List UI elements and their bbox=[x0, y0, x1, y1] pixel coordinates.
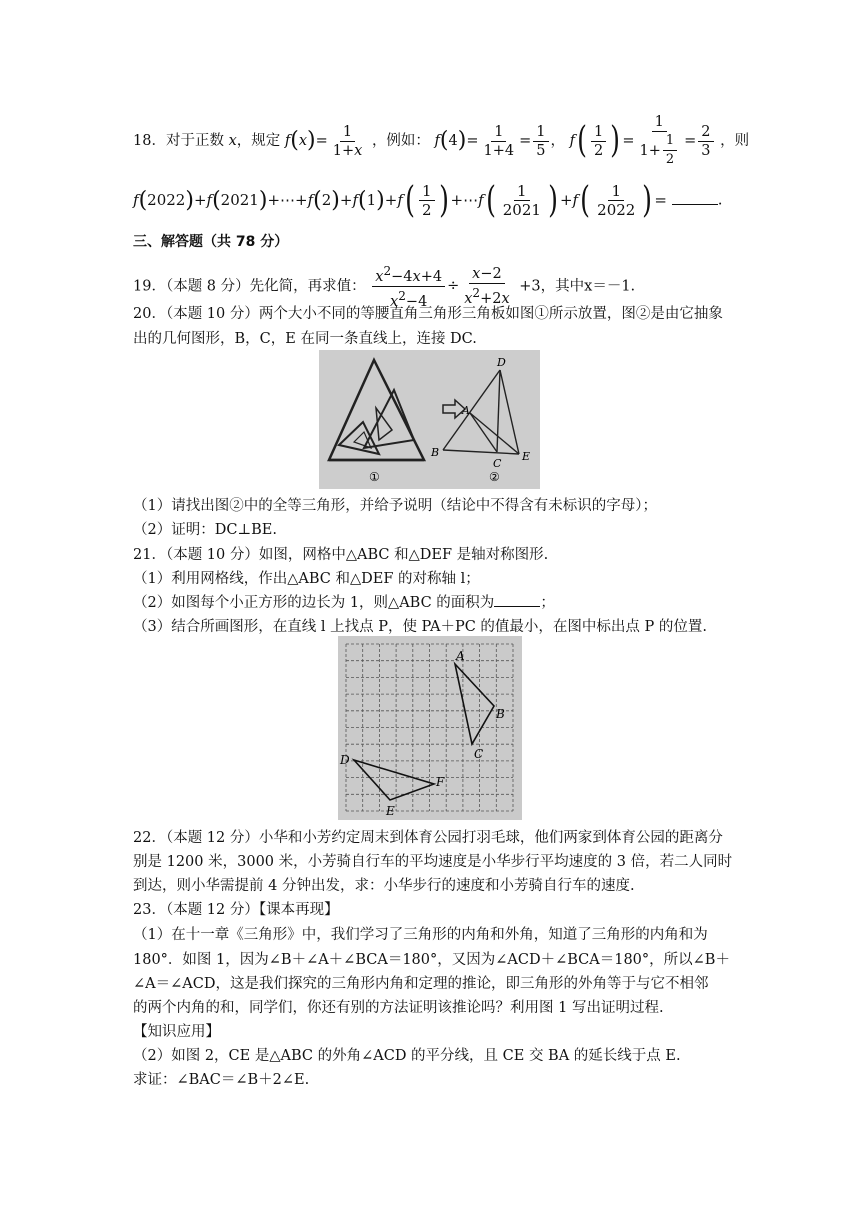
q23-line3: 180°．如图 1，因为∠B＋∠A＋∠BCA＝180°，又因为∠ACD＋∠BCA＝180°，所以∠B＋ bbox=[133, 952, 730, 968]
q20-line2: 出的几何图形，B，C，E 在同一条直线上，连接 DC. bbox=[133, 331, 477, 347]
q21-sub3: （3）结合所画图形，在直线 l 上找点 P，使 PA＋PC 的值最小，在图中标出点 P 的位置. bbox=[133, 619, 707, 635]
q19-expression: $\frac{x^2-4x+4}{x^2-4}$ ÷ $\frac{x-2}{x^2+2x}$ bbox=[370, 278, 519, 294]
q22-line2: 别是 1200 米，3000 米，小芳骑自行车的平均速度是小华步行平均速度的 3 倍，若二人同时 bbox=[133, 854, 733, 870]
q23-line6: 【知识应用】 bbox=[133, 1024, 220, 1040]
q18-line1 bbox=[133, 113, 749, 169]
q19-plus: +3，其中 bbox=[519, 278, 585, 295]
q18-text3: ，则 bbox=[720, 133, 750, 149]
q18-answer-blank[interactable] bbox=[672, 204, 718, 205]
q21-sub2-tail: ； bbox=[540, 595, 555, 611]
q19-number: 19． bbox=[133, 278, 166, 295]
section-title: 三、解答题（共 78 分） bbox=[133, 234, 289, 250]
q23-line2: （1）在十一章《三角形》中，我们学习了三角形的内角和外角，知道了三角形的内角和为 bbox=[133, 927, 708, 943]
q21-answer-blank[interactable] bbox=[494, 606, 540, 607]
fig20-circle2: ② bbox=[489, 470, 500, 484]
fig21-label-B: B bbox=[496, 707, 505, 721]
fig20-label-E: E bbox=[522, 450, 531, 463]
fig21-label-E: E bbox=[386, 804, 395, 818]
q18-line2 bbox=[133, 179, 723, 221]
q18-var: x bbox=[228, 133, 237, 149]
fig20-label-A: A bbox=[462, 404, 470, 417]
fig20-label-C: C bbox=[493, 457, 502, 470]
fig20-label-D: D bbox=[497, 356, 506, 369]
q19-meta: （本题 8 分） bbox=[165, 278, 250, 295]
fig20-circle1: ① bbox=[369, 470, 380, 484]
q23-line5: 的两个内角的和，同学们，你还有别的方法证明该推论吗？利用图 1 写出证明过程. bbox=[133, 1000, 664, 1016]
q18-definition: f(x)= $\frac{1}{1+x}$ bbox=[284, 123, 363, 159]
q21-sub1: （1）利用网格线，作出△ABC 和△DEF 的对称轴 l； bbox=[133, 571, 480, 587]
q18-sum-expression: f(2022)+f(2021)+⋯+f(2)+f(1)+f( $\frac{1}{2}$ ) +⋯f( $\frac{1}{2021}$ ) +f( $\frac{1}{2022}$ ) = bbox=[133, 179, 672, 221]
q23-line7: （2）如图 2，CE 是△ABC 的外角∠ACD 的平分线，且 CE 交 BA 的延长线于点 E. bbox=[133, 1048, 681, 1064]
q18-tail: . bbox=[717, 190, 723, 209]
q21-line1: 21．（本题 10 分）如图，网格中△ABC 和△DEF 是轴对称图形. bbox=[133, 547, 549, 563]
q21-grid-figure bbox=[338, 636, 522, 820]
q22-line3: 到达，则小华需提前 4 分钟出发，求：小华步行的速度和小芳骑自行车的速度. bbox=[133, 878, 635, 894]
q20-figure bbox=[319, 350, 540, 489]
q19-text1: 先化简，再求值： bbox=[249, 278, 366, 295]
q22-line1: 22．（本题 12 分）小华和小芳约定周末到体育公园打羽毛球，他们两家到体育公园的距离分 bbox=[133, 830, 723, 846]
q21-sub2 bbox=[133, 593, 555, 613]
q19-condition: x＝－1. bbox=[584, 278, 636, 295]
q18-example1: f(4)= $\frac{1}{1+4}$ = $\frac{1}{5}$ ， bbox=[434, 123, 570, 159]
q18-example-label: ，例如： bbox=[371, 133, 430, 149]
q20-sub1: （1）请找出图②中的全等三角形，并给予说明（结论中不得含有未标识的字母）； bbox=[133, 498, 657, 514]
fig21-label-C: C bbox=[474, 747, 484, 761]
fig21-label-A: A bbox=[456, 649, 465, 663]
fig21-label-D: D bbox=[340, 753, 350, 767]
q23-line8: 求证：∠BAC＝∠B＋2∠E. bbox=[133, 1072, 310, 1088]
fig21-label-F: F bbox=[436, 775, 445, 789]
q20-sub2: （2）证明：DC⊥BE. bbox=[133, 522, 277, 538]
q21-sub2-text: （2）如图每个小正方形的边长为 1，则△ABC 的面积为 bbox=[133, 595, 495, 611]
q18-number: 18． bbox=[133, 133, 166, 149]
q23-line1: 23．（本题 12 分）【课本再现】 bbox=[133, 902, 339, 918]
fig20-label-B: B bbox=[431, 446, 440, 459]
q23-line4: ∠A＝∠ACD，这是我们探究的三角形内角和定理的推论，即三角形的外角等于与它不相邻 bbox=[133, 976, 709, 992]
q18-example2: f( $\frac{1}{2}$ ) = 1 1+ $\frac{1}{2}$ = $\frac{2}{3}$ bbox=[570, 133, 721, 149]
q20-line1: 20．（本题 10 分）两个大小不同的等腰直角三角形三角板如图①所示放置，图②是由它抽象 bbox=[133, 306, 723, 322]
q18-text2: ，规定 bbox=[236, 133, 281, 149]
q18-text1: 对于正数 bbox=[165, 133, 224, 149]
